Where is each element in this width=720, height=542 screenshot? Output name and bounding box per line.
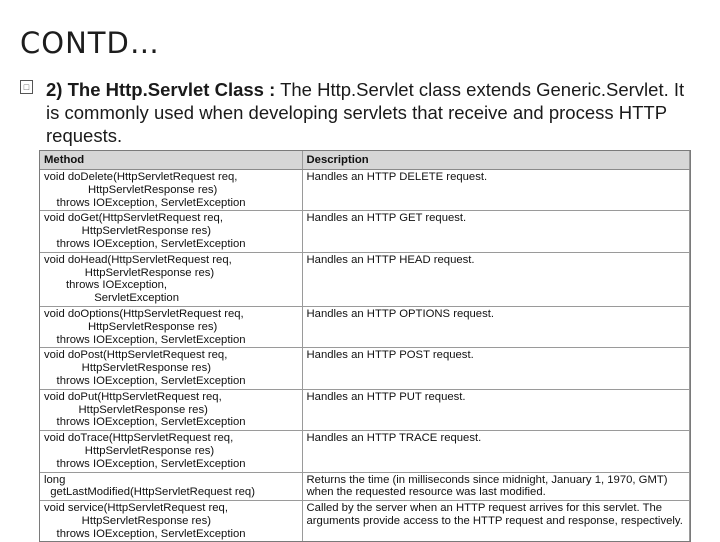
bullet-text bbox=[46, 78, 700, 147]
description-cell: Handles an HTTP DELETE request. bbox=[302, 170, 690, 211]
description-cell: Handles an HTTP GET request. bbox=[302, 211, 690, 252]
table-row bbox=[40, 472, 690, 501]
bullet-bold-heading: 2) The Http.Servlet Class : bbox=[46, 79, 276, 100]
table-row bbox=[40, 170, 690, 211]
description-cell: Returns the time (in milliseconds since midnight, January 1, 1970, GMT) when the requested resource was last modified. bbox=[302, 472, 690, 501]
methods-table bbox=[40, 151, 690, 542]
description-cell: Handles an HTTP TRACE request. bbox=[302, 431, 690, 472]
description-cell: Handles an HTTP PUT request. bbox=[302, 389, 690, 430]
method-cell: void doOptions(HttpServletRequest req, HttpServletResponse res) throws IOException, ServletException bbox=[40, 306, 302, 347]
table-row bbox=[40, 501, 690, 542]
method-cell: void doHead(HttpServletRequest req, HttpServletResponse res) throws IOException, ServletException bbox=[40, 252, 302, 306]
table-row bbox=[40, 211, 690, 252]
table-row bbox=[40, 306, 690, 347]
method-cell: void doTrace(HttpServletRequest req, HttpServletResponse res) throws IOException, ServletException bbox=[40, 431, 302, 472]
method-cell: long getLastModified(HttpServletRequest req) bbox=[40, 472, 302, 501]
table-header-row bbox=[40, 151, 690, 170]
table-row bbox=[40, 431, 690, 472]
square-bullet-icon: □ bbox=[20, 80, 33, 94]
method-cell: void doPost(HttpServletRequest req, HttpServletResponse res) throws IOException, ServletException bbox=[40, 348, 302, 389]
slide-title: CONTD… bbox=[20, 26, 160, 60]
methods-table-image bbox=[39, 150, 691, 542]
bullet-body: The Http.Servlet class extends Generic.Servlet. It is commonly used when developing servlets that receive and process HTTP requests. bbox=[46, 79, 685, 146]
description-cell: Handles an HTTP POST request. bbox=[302, 348, 690, 389]
method-cell: void doDelete(HttpServletRequest req, HttpServletResponse res) throws IOException, ServletException bbox=[40, 170, 302, 211]
method-cell: void doGet(HttpServletRequest req, HttpServletResponse res) throws IOException, ServletException bbox=[40, 211, 302, 252]
description-cell: Handles an HTTP OPTIONS request. bbox=[302, 306, 690, 347]
description-column-header: Description bbox=[302, 151, 690, 170]
method-cell: void service(HttpServletRequest req, HttpServletResponse res) throws IOException, ServletException bbox=[40, 501, 302, 542]
table-row bbox=[40, 389, 690, 430]
table-row bbox=[40, 252, 690, 306]
bullet-point bbox=[20, 78, 700, 147]
description-cell: Handles an HTTP HEAD request. bbox=[302, 252, 690, 306]
table-row bbox=[40, 348, 690, 389]
method-cell: void doPut(HttpServletRequest req, HttpServletResponse res) throws IOException, ServletException bbox=[40, 389, 302, 430]
method-column-header: Method bbox=[40, 151, 302, 170]
description-cell: Called by the server when an HTTP request arrives for this servlet. The arguments provide access to the HTTP request and response, respectively. bbox=[302, 501, 690, 542]
